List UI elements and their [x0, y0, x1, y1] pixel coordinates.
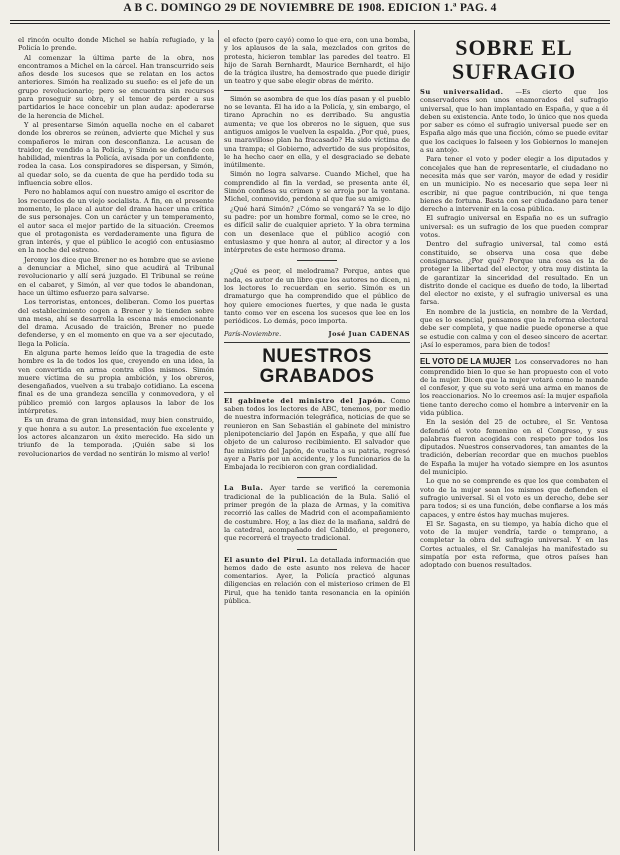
header-rule-thin [10, 23, 610, 24]
paragraph: Simón no logra salvarse. Cuando Michel, que ha comprendido al fin la verdad, se presenta ante él, Simón confiesa su crimen y se arroja por la ventana. Michel, conmovido, perdona al que fue su amigo. [224, 170, 410, 204]
news-lead: El asunto del Pirul. [224, 555, 308, 564]
paragraph [420, 358, 608, 417]
paragraph: ¿Qué hará Simón? ¿Cómo se vengará? Ya se lo dijo su padre: por un hombre formal, como se le cree, no es difícil salir de cualquier aprieto. Y la obra termina con un desenlace que el público acogió con entusiasmo y que honra al autor, al director y a los intérpretes de este hermoso drama. [224, 204, 410, 255]
paragraph: En alguna parte hemos leído que la tragedia de este hombre es la de todos los que, creyendo en una idea, la ven convertida en arma contra ellos mismos. Simón muere víctima de su propia ambición, y los obreros, desengañados, vuelven a su trabajo cotidiano. La escena final es de una grandeza sencilla y conmovedora, y el público premió con largos aplausos la labor de los intérpretes. [18, 348, 214, 416]
paragraph: El Sr. Sagasta, en su tiempo, ya había dicho que el voto de la mujer vendría, tarde o temprano, a completar la obra del sufragio universal. Y en las Cortes actuales, el Sr. Canalejas ha manifestado su simpatía por esta reforma, que otros países han adoptado con buenos resultados. [420, 519, 608, 570]
article-title: SOBRE EL SUFRAGIO [451, 36, 577, 84]
paragraph: Al comenzar la última parte de la obra, nos encontramos a Michel en la cárcel. Han transcurrido seis años desde los sucesos que se relatan en los actos anteriores. Simón ha realizado su sueño: es el jefe de un grupo revolucionario; pero se encuentra sin recursos para proseguir su obra, y el temor de perder a sus partidarios le hace concebir un plan audaz: apoderarse de la herencia de Michel. [18, 53, 214, 120]
news-lead: La Bula. [224, 484, 264, 493]
lead-word: Su universalidad. [420, 88, 504, 96]
paragraph: El sufragio universal en España no es un sufragio universal: es un sufragio de los que pueden comprar votos. [420, 214, 608, 240]
paragraph: Jeromy los dice que Brener no es hombre que se aviene a denunciar a Michel, sino que acudirá al Tribunal revolucionario y allí será juzgado. El Tribunal se reúne en el cabaret, y Simón, al ver que todos le abandonan, hace un último esfuerzo para salvarse. [18, 255, 214, 297]
separator [297, 549, 337, 550]
section-rule [224, 392, 410, 393]
subsection-title: EL VOTO DE LA MUJER [420, 357, 511, 367]
place-date: París-Noviembre. [224, 329, 282, 338]
paragraph: Lo que no se comprende es que los que combaten el voto de la mujer sean los mismos que defienden el sufragio universal. Si el voto es un derecho, debe ser para todos; si es una función, debe confiarse a los más capaces, y entre éstos hay muchas mujeres. [420, 477, 608, 519]
column-1 [18, 36, 214, 848]
news-item [224, 556, 410, 606]
author-name: José Juan CADENAS [328, 329, 410, 338]
column-2 [224, 36, 410, 848]
paragraph: el efecto (pero cayó) como lo que era, con una bomba, y los aplausos de la sala, mezclados con gritos de protesta, hicieron temblar las paredes del teatro. El hijo de Sarah Bernhardt, Maurice Bernhardt, el hijo de la trágica ilustre, ha demostrado que puede dirigir un teatro y que sabe elegir obras de mérito. [224, 36, 410, 86]
paragraph: En la sesión del 25 de octubre, el Sr. Ventosa defendió el voto femenino en el Congreso, y sus palabras fueron acogidas con respeto por todos los diputados. Nuestros conservadores, tan amantes de la tradición, deberían recordar que en muchos pueblos de España la mujer ha votado siempre en los asuntos del municipio. [420, 418, 608, 477]
news-item [224, 484, 410, 542]
header-rule [10, 20, 610, 21]
section-title: NUESTROS GRABADOS [259, 345, 375, 387]
section-rule [224, 90, 410, 91]
paragraph: Los terroristas, entonces, deliberan. Como los puertas del establecimiento cogen a Brener y le tienden sobre una mesa, ahí se desarrolla la escena más emocionante del drama. Acusado de traición, Brener no puede defenderse, y en el momento en que va a ser ejecutado, llega la Policía. [18, 298, 214, 348]
news-text: Como saben todos los lectores de ABC, tenemos, por medio de nuestra información telegráfica, noticias de que se reunieron en San Sebastián el gabinete del ministro plenipotenciario del Japón en España, y que allí fue objeto de un caluroso recibimiento. El salvador que fue ministro del Japón, de vuelta a su patria, regresó ayer a París por un accidente, y los funcionarios de la Embajada lo recibieron con gran cordialidad. [224, 396, 410, 472]
paragraph: Para tener el voto y poder elegir a los diputados y concejales que han de representarle, el ciudadano no necesita más que ser varón, mayor de edad y residir en un municipio. No es necesario que sepa leer ni escribir, ni que pague contribución, ni que tenga bienes de fortuna. Basta con ser ciudadano para tener derecho a intervenir en la cosa pública. [420, 155, 608, 214]
paragraph: En nombre de la justicia, en nombre de la Verdad, que es lo esencial, pensamos que la reforma electoral debe ser completa, y que nadie puede oponerse a que se estudie con calma y con el deseo sincero de acertar. ¡Así lo esperamos, para bien de todos! [420, 307, 608, 349]
news-text: La detallada información que hemos dado de este asunto nos releva de hacer comentarios. Ayer, la Policía practicó algunas diligencias en relación con el misterioso crimen de El Pirul, que ha tenido tanta resonancia en la opinión pública. [224, 555, 410, 606]
section-rule [420, 353, 608, 354]
separator [297, 260, 337, 261]
page-header: A B C. DOMINGO 29 DE NOVIEMBRE DE 1908. EDICION 1.ª PAG. 4 [123, 2, 497, 14]
news-lead: El gabinete del ministro del Japón. [224, 396, 386, 405]
paragraph: Dentro del sufragio universal, tal como está constituido, se observa una cosa que debe consignarse. ¿Por qué? Porque una cosa es la de proteger la libertad del elector, y otra muy distinta la de garantizar la sinceridad del resultado. En un distrito donde el cacique es dueño de todo, la libertad del elector no existe, y el sufragio universal es una farsa. [420, 240, 608, 307]
paragraph: ¿Qué es peor, el melodrama? Porque, antes que nada, es autor de un libro que los autores no dicen, ni los lectores lo recuerdan en serio. Simón es un dramaturgo que ha comprendido que el público de hoy quiere emociones fuertes, y que nada le gusta tanto como ver en escena los sucesos que lee en los periódicos. Lo demás, poco importa. [224, 267, 410, 326]
news-item [224, 397, 410, 472]
column-divider [414, 30, 415, 851]
paragraph [420, 88, 608, 154]
paragraph: Pero no hablamos aquí con nuestro amigo el escritor de los recuerdos de un viejo socialista. A fin, en el presente momento, le place al autor del drama hacer una crítica de sus personajes. Con un carácter y un temperamento, el autor saca el mejor partido de la situación. Creemos que el protagonista es verdaderamente una figura de gran interés, y que el público le acogió con entusiasmo en la noche del estreno. [18, 188, 214, 255]
column-3 [420, 36, 608, 848]
paragraph: Y al presentarse Simón aquella noche en el cabaret donde los obreros se reúnen, advierte que Michel y sus compañeros le miran con desconfianza. Le acusan de traidor, de vendido a la Policía, y Simón se defiende con habilidad, mientras la Policía, avisada por un confidente, rodea la casa. Los conspiradores se dispersan, y Simón, al quedar solo, se da cuenta de que ha perdido toda su influencia sobre ellos. [18, 120, 214, 188]
separator [297, 477, 337, 478]
paragraph: Simón se asombra de que los días pasan y el pueblo no se levanta. Él ha ido a la Policía, y, sin embargo, el tirano Aprachin no es derribado. Su angustia aumenta; ve que los obreros no le siguen, que sus antiguos amigos le vuelven la espalda. ¿Por qué, pues, su maravilloso plan ha fracasado? Ha sido víctima de una trampa; el Gobierno, advertido de sus propósitos, le ha hecho caer en ella, y el desgraciado se debate inútilmente. [224, 94, 410, 170]
column-divider [218, 30, 219, 851]
paragraph-text: Los conservadores no han comprendido bien lo que se han propuesto con el voto de la mujer. Dicen que la mujer votará como le mande el confesor, y que su voto será una arma en manos de los reaccionarios. No lo creemos así: la mujer española tiene tanto derecho como el hombre a intervenir en la vida pública. [420, 358, 608, 417]
paragraph: Es un drama de gran intensidad, muy bien construido, y que honra a su autor. La presentación fue excelente y los actores alcanzaron un éxito merecido. Ha sido un triunfo de la temporada. ¡Quién sabe si los revolucionarios de verdad no sentirán lo mismo al verlo! [18, 416, 214, 458]
section-rule [224, 342, 410, 343]
signature-line [224, 330, 410, 338]
news-text: Ayer tarde se verificó la ceremonia tradicional de la publicación de la Bula. Salió el primer pregón de la plaza de Armas, y la comitiva recorrió las calles de Madrid con el acompañamiento de costumbre. Hoy, a las diez de la mañana, saldrá de la catedral, acompañado del Cabildo, el pregonero, que recorrerá el trayecto tradicional. [224, 484, 410, 543]
paragraph: el rincón oculto donde Michel se había refugiado, y la Policía lo prende. [18, 36, 214, 53]
paragraph-text: —Es cierto que los conservadores son unos enamorados del sufragio universal, que lo han implantado en España, y que a él deben su existencia. Ante todo, lo único que nos queda por saber es cómo el sufragio universal puede ser en España algo más que una ficción, cómo se puede evitar que los caciques lo falseen y los Gobiernos lo manejen a su antojo. [420, 88, 608, 155]
